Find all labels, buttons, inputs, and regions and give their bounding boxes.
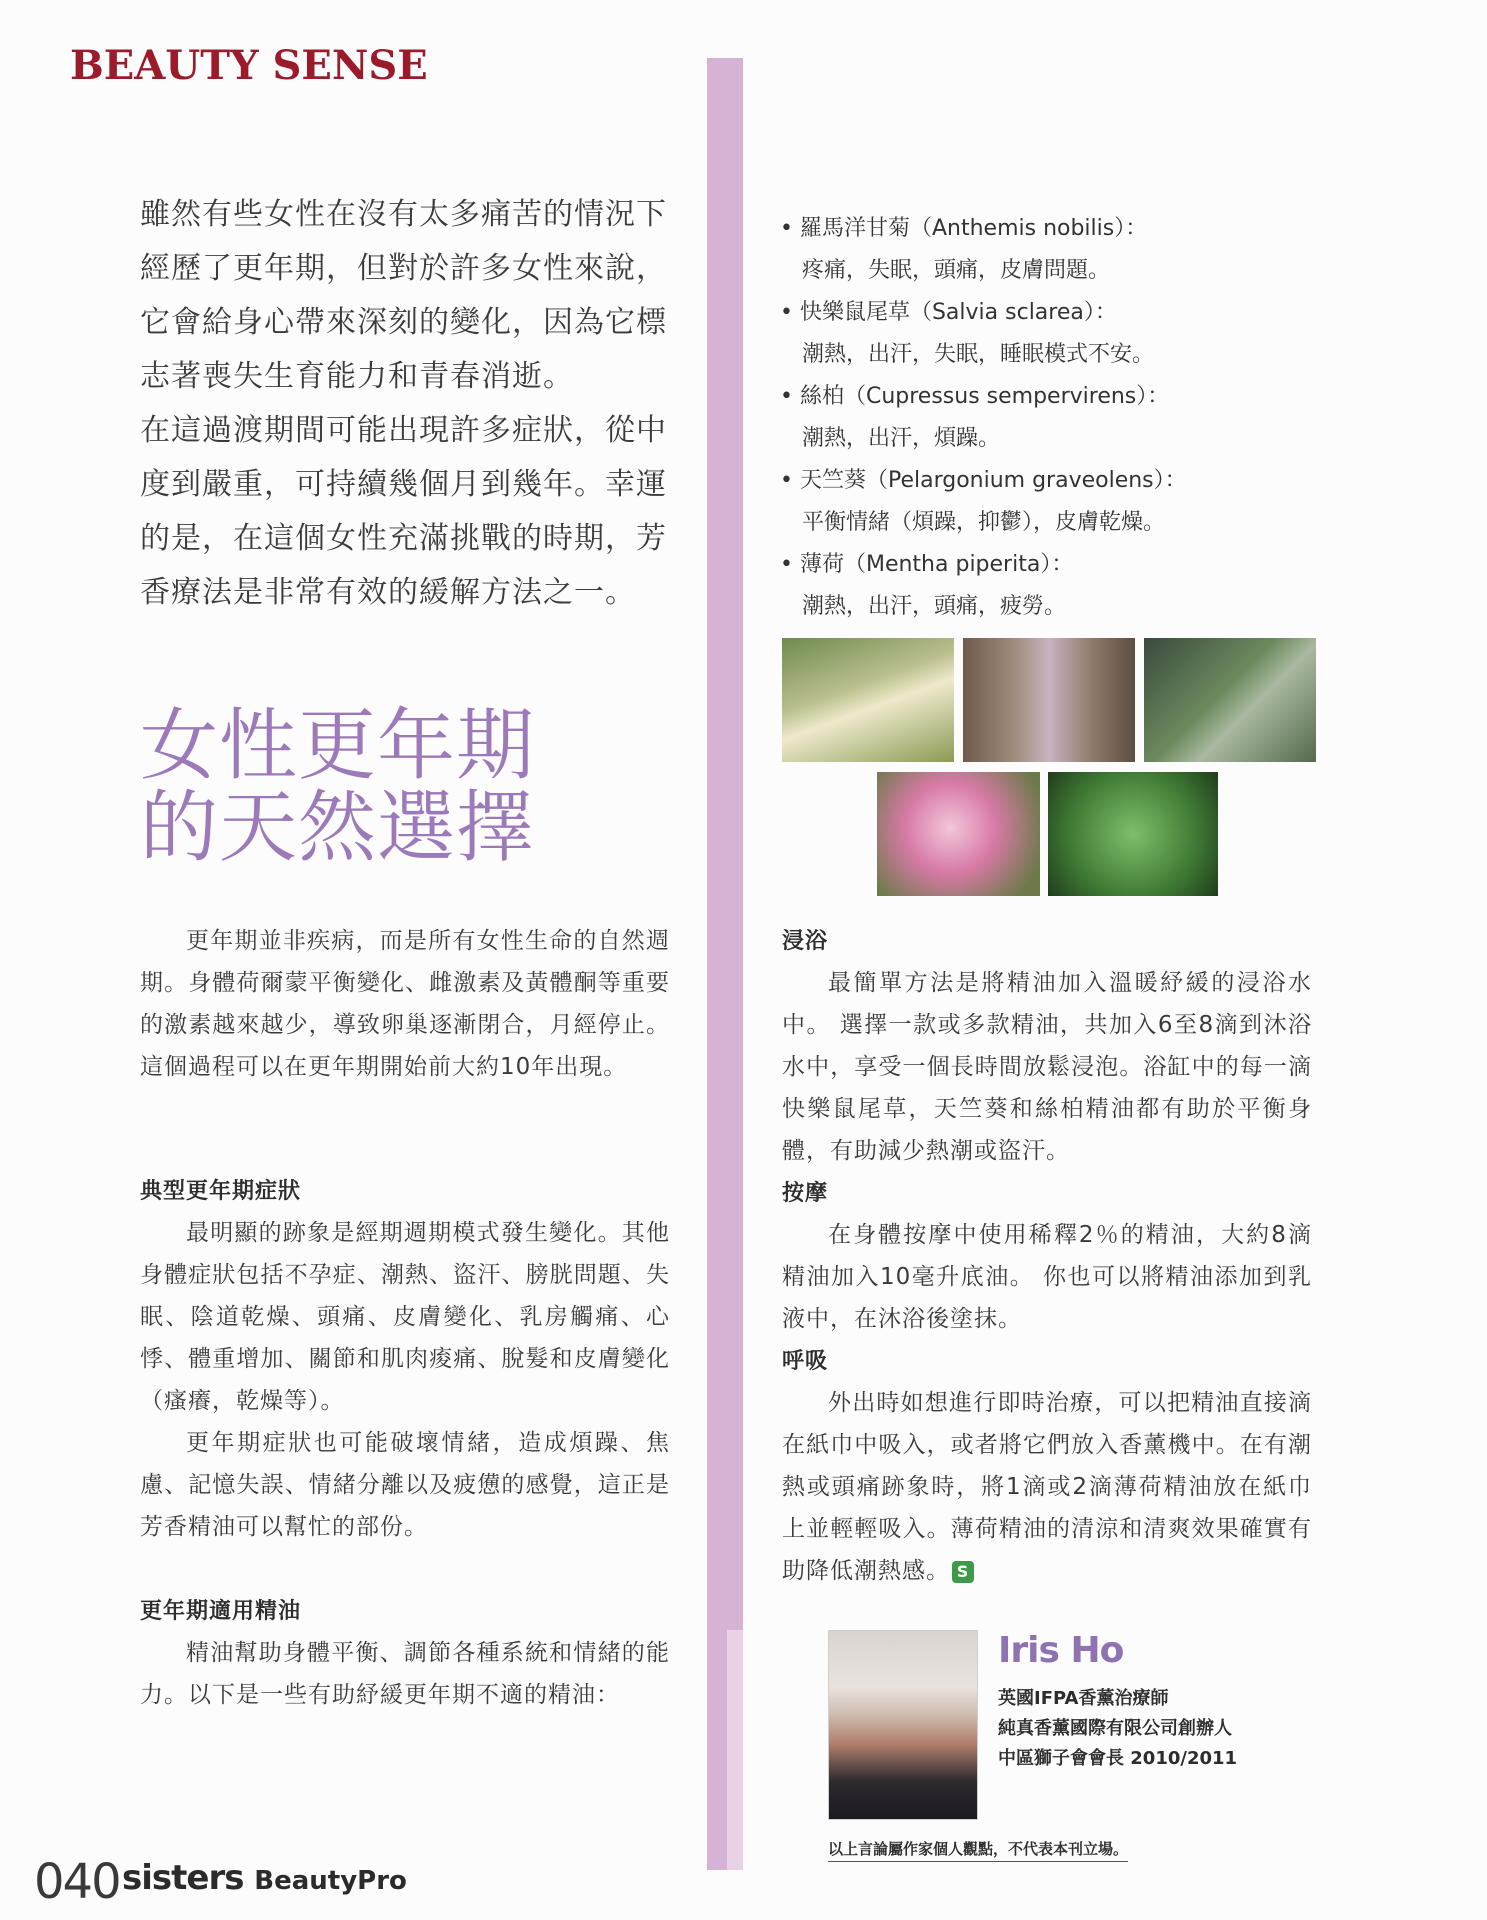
symptoms-paragraph: 最明顯的跡象是經期週期模式發生變化。其他身體症狀包括不孕症、潮熱、盜汗、膀胱問題、失眠、陰道乾燥、頭痛、皮膚變化、乳房觸痛、心悸、體重增加、關節和肌肉痠痛、脫髮和皮膚變化（瘙癢，乾燥等）。 (140, 1220, 670, 1414)
oil-name: • 天竺葵（Pelargonium graveolens）： (780, 468, 1187, 493)
column-divider-accent (727, 1630, 743, 1870)
inhale-paragraph (782, 1382, 1312, 1592)
oil-name: • 快樂鼠尾草（Salvia sclarea）： (780, 300, 1117, 325)
oil-name: • 羅馬洋甘菊（Anthemis nobilis）： (780, 216, 1148, 241)
peppermint-photo (1048, 772, 1218, 896)
methods-section (782, 920, 1312, 1592)
article-headline (140, 701, 660, 873)
headline-line-1: 女性更年期 (140, 701, 536, 791)
author-name: Iris Ho (998, 1630, 1124, 1671)
section-header: BEAUTY SENSE (70, 42, 428, 89)
oil-name: • 絲柏（Cupressus sempervirens）： (780, 384, 1170, 409)
bath-paragraph: 最簡單方法是將精油加入溫暖紓緩的浸浴水中。 選擇一款或多款精油，共加入6至8滴到沐浴水中，享受一個長時間放鬆浸泡。浴缸中的每一滴快樂鼠尾草，天竺葵和絲柏精油都有助於平衡身體，有助減少熱潮或盜汗。 (782, 970, 1312, 1164)
intro-paragraph: 雖然有些女性在沒有太多痛苦的情況下經歷了更年期，但對於許多女性來說，它會給身心帶來深刻的變化，因為它標志著喪失生育能力和青春消逝。 (140, 197, 667, 394)
oil-desc: 平衡情緒（煩躁，抑鬱），皮膚乾燥。 (802, 510, 1166, 535)
disclaimer: 以上言論屬作家個人觀點，不代表本刊立場。 (828, 1838, 1128, 1862)
author-credentials (998, 1684, 1237, 1774)
oil-item (780, 292, 1260, 376)
clary-sage-photo (963, 638, 1135, 762)
column-divider (707, 58, 743, 1870)
massage-paragraph: 在身體按摩中使用稀釋2％的精油，大約8滴精油加入10毫升底油。 你也可以將精油添加到乳液中，在沐浴後塗抹。 (782, 1222, 1312, 1332)
oil-desc: 潮熱，出汗，煩躁。 (802, 426, 1001, 451)
body-intro-paragraph: 更年期並非疾病，而是所有女性生命的自然週期。身體荷爾蒙平衡變化、雌激素及黃體酮等重要的激素越來越少，導致卵巢逐漸閉合，月經停止。這個過程可以在更年期開始前大約10年出現。 (140, 928, 670, 1080)
headline-line-2: 的天然選擇 (140, 783, 536, 873)
intro-paragraph: 在這過渡期間可能出現許多症狀，從中度到嚴重，可持續幾個月到幾年。幸運的是，在這個女性充滿挑戰的時期，芳香療法是非常有效的緩解方法之一。 (140, 413, 667, 610)
brand-sub: BeautyPro (254, 1866, 407, 1896)
symptoms-section (140, 1170, 670, 1548)
symptoms-paragraph: 更年期症狀也可能破壞情緒，造成煩躁、焦慮、記憶失誤、情緒分離以及疲憊的感覺，這正是芳香精油可以幫忙的部份。 (140, 1430, 670, 1540)
oil-item (780, 544, 1260, 628)
oil-list (780, 208, 1260, 628)
massage-heading: 按摩 (782, 1180, 829, 1206)
end-mark-icon: S (952, 1561, 974, 1583)
cypress-photo (1144, 638, 1316, 762)
author-credential: 英國IFPA香薰治療師 (998, 1688, 1169, 1709)
oils-paragraph: 精油幫助身體平衡、調節各種系統和情緒的能力。以下是一些有助紓緩更年期不適的精油： (140, 1640, 670, 1708)
magazine-brand (122, 1858, 407, 1898)
oil-item (780, 460, 1260, 544)
author-photo (828, 1630, 978, 1820)
oil-item (780, 376, 1260, 460)
author-credential: 純真香薰國際有限公司創辦人 (998, 1718, 1232, 1739)
oil-desc: 疼痛，失眠，頭痛，皮膚問題。 (802, 258, 1111, 283)
inhale-heading: 呼吸 (782, 1348, 829, 1374)
page-number: 040 (34, 1854, 120, 1910)
chamomile-photo (782, 638, 954, 762)
oil-name: • 薄荷（Mentha piperita）： (780, 552, 1074, 577)
geranium-photo (877, 772, 1040, 896)
oil-desc: 潮熱，出汗，失眠，睡眠模式不安。 (802, 342, 1155, 367)
bath-heading: 浸浴 (782, 928, 829, 954)
intro-text (140, 188, 680, 620)
brand-name: sisters (122, 1858, 244, 1898)
inhale-text: 外出時如想進行即時治療，可以把精油直接滴在紙巾中吸入，或者將它們放入香薰機中。在有潮熱或頭痛跡象時，將1滴或2滴薄荷精油放在紙巾上並輕輕吸入。薄荷精油的清涼和清爽效果確實有助降低潮熱感。 (782, 1390, 1312, 1584)
author-credential: 中區獅子會會長 2010/2011 (998, 1748, 1238, 1769)
oils-section (140, 1590, 670, 1716)
oil-item (780, 208, 1260, 292)
symptoms-heading: 典型更年期症狀 (140, 1178, 302, 1204)
oil-desc: 潮熱，出汗，頭痛，疲勞。 (802, 594, 1067, 619)
oils-heading: 更年期適用精油 (140, 1598, 302, 1624)
body-intro (140, 920, 670, 1088)
